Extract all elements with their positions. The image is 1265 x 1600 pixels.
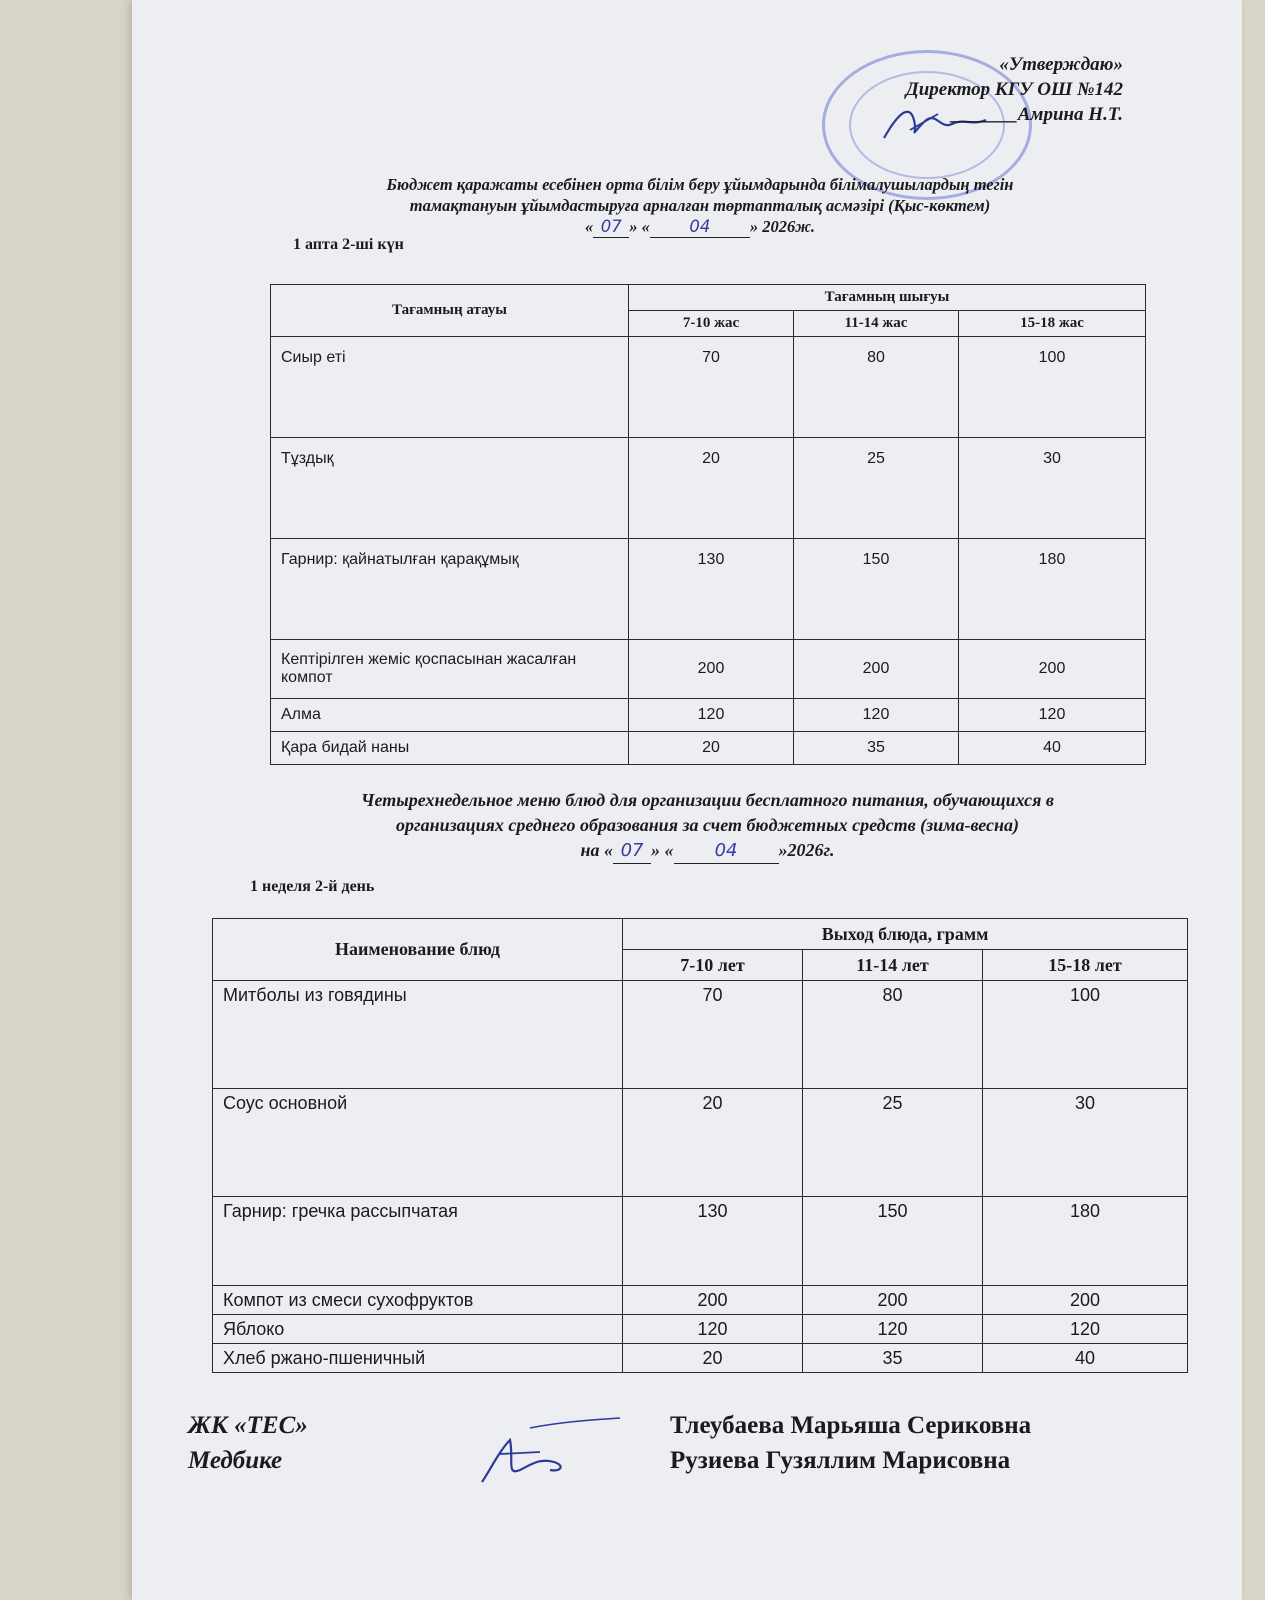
yield-11-14: 80 bbox=[794, 337, 959, 438]
table-row bbox=[213, 981, 1188, 1089]
ru-col-name: Наименование блюд bbox=[213, 919, 623, 981]
dish-name: Гарнир: қайнатылған қарақұмық bbox=[271, 539, 629, 640]
approval-title: «Утверждаю» bbox=[999, 54, 1123, 75]
yield-11-14: 120 bbox=[803, 1315, 983, 1344]
table-row bbox=[271, 699, 1146, 732]
ru-date-close: »2026г. bbox=[778, 840, 835, 860]
yield-7-10: 120 bbox=[629, 699, 794, 732]
footer-company: ЖК «ТЕС» bbox=[188, 1412, 308, 1439]
yield-11-14: 25 bbox=[803, 1089, 983, 1197]
yield-7-10: 200 bbox=[629, 640, 794, 699]
yield-7-10: 20 bbox=[623, 1089, 803, 1197]
nurse-signature-icon bbox=[470, 1410, 650, 1490]
approval-director: _______Амрина Н.Т. bbox=[951, 104, 1123, 125]
table-row bbox=[213, 1197, 1188, 1286]
yield-15-18: 30 bbox=[959, 438, 1146, 539]
kz-date-month: 04 bbox=[650, 216, 750, 238]
ru-menu-table bbox=[212, 918, 1188, 1373]
dish-name: Компот из смеси сухофруктов bbox=[213, 1286, 623, 1315]
kz-menu-table bbox=[270, 284, 1146, 765]
ru-title-line2: организациях среднего образования за счет бюджетных средств (зима-весна) bbox=[395, 815, 1020, 835]
ru-date-mid: » « bbox=[651, 840, 674, 860]
dish-name: Кептірілген жеміс қоспасынан жасалған компот bbox=[271, 640, 629, 699]
kz-age-1: 7-10 жас bbox=[629, 311, 794, 337]
table-row bbox=[271, 438, 1146, 539]
yield-7-10: 20 bbox=[623, 1344, 803, 1373]
kz-date-mid: » « bbox=[629, 217, 650, 236]
approval-block bbox=[906, 52, 1123, 127]
kz-age-2: 11-14 жас bbox=[794, 311, 959, 337]
kz-col-name: Тағамның атауы bbox=[271, 285, 629, 337]
yield-7-10: 200 bbox=[623, 1286, 803, 1315]
yield-15-18: 40 bbox=[959, 732, 1146, 765]
yield-11-14: 200 bbox=[794, 640, 959, 699]
yield-11-14: 150 bbox=[803, 1197, 983, 1286]
dish-name: Хлеб ржано-пшеничный bbox=[213, 1344, 623, 1373]
table-row bbox=[213, 1089, 1188, 1197]
yield-7-10: 70 bbox=[629, 337, 794, 438]
yield-15-18: 200 bbox=[959, 640, 1146, 699]
yield-7-10: 130 bbox=[629, 539, 794, 640]
dish-name: Яблоко bbox=[213, 1315, 623, 1344]
ru-col-yield: Выход блюда, грамм bbox=[623, 919, 1188, 950]
ru-date-month: 04 bbox=[674, 838, 779, 864]
ru-date bbox=[245, 838, 1170, 864]
yield-15-18: 120 bbox=[959, 699, 1146, 732]
table-row bbox=[213, 1286, 1188, 1315]
footer-signatories bbox=[670, 1408, 1031, 1478]
dish-name: Алма bbox=[271, 699, 629, 732]
yield-7-10: 120 bbox=[623, 1315, 803, 1344]
ru-age-1: 7-10 лет bbox=[623, 950, 803, 981]
kz-age-3: 15-18 жас bbox=[959, 311, 1146, 337]
yield-15-18: 120 bbox=[983, 1315, 1188, 1344]
yield-11-14: 35 bbox=[803, 1344, 983, 1373]
kz-date-day: 07 bbox=[593, 216, 629, 238]
yield-15-18: 100 bbox=[983, 981, 1188, 1089]
dish-name: Соус основной bbox=[213, 1089, 623, 1197]
approval-position: Директор КГУ ОШ №142 bbox=[905, 79, 1123, 100]
yield-15-18: 180 bbox=[959, 539, 1146, 640]
ru-date-open: на « bbox=[580, 840, 614, 860]
kz-date-close: » 2026ж. bbox=[749, 217, 816, 236]
yield-7-10: 130 bbox=[623, 1197, 803, 1286]
table-row bbox=[213, 1344, 1188, 1373]
yield-15-18: 30 bbox=[983, 1089, 1188, 1197]
footer-person-2: Рузиева Гузяллим Марисовна bbox=[670, 1447, 1011, 1474]
kz-col-yield: Тағамның шығуы bbox=[629, 285, 1146, 311]
table-row bbox=[271, 640, 1146, 699]
yield-15-18: 40 bbox=[983, 1344, 1188, 1373]
yield-11-14: 120 bbox=[794, 699, 959, 732]
dish-name: Қара бидай наны bbox=[271, 732, 629, 765]
table-row bbox=[271, 732, 1146, 765]
table-row bbox=[271, 337, 1146, 438]
dish-name: Сиыр еті bbox=[271, 337, 629, 438]
yield-7-10: 20 bbox=[629, 732, 794, 765]
table-row bbox=[213, 1315, 1188, 1344]
yield-11-14: 35 bbox=[794, 732, 959, 765]
dish-name: Тұздық bbox=[271, 438, 629, 539]
table-row bbox=[271, 539, 1146, 640]
yield-11-14: 25 bbox=[794, 438, 959, 539]
kz-date-open: « bbox=[584, 217, 594, 236]
yield-11-14: 150 bbox=[794, 539, 959, 640]
yield-11-14: 80 bbox=[803, 981, 983, 1089]
yield-15-18: 180 bbox=[983, 1197, 1188, 1286]
yield-11-14: 200 bbox=[803, 1286, 983, 1315]
yield-7-10: 20 bbox=[629, 438, 794, 539]
dish-name: Гарнир: гречка рассыпчатая bbox=[213, 1197, 623, 1286]
footer-left bbox=[188, 1408, 308, 1478]
ru-day-label: 1 неделя 2-й день bbox=[250, 878, 375, 895]
footer-person-1: Тлеубаева Марьяша Сериковна bbox=[670, 1412, 1032, 1439]
ru-date-day: 07 bbox=[613, 838, 651, 864]
ru-age-3: 15-18 лет bbox=[983, 950, 1188, 981]
dish-name: Митболы из говядины bbox=[213, 981, 623, 1089]
kz-title bbox=[285, 174, 1115, 238]
kz-title-line1: Бюджет қаражаты есебінен орта білім беру ұйымдарында білімалушылардың тегін bbox=[386, 175, 1014, 194]
ru-title bbox=[245, 788, 1170, 864]
yield-15-18: 200 bbox=[983, 1286, 1188, 1315]
ru-age-2: 11-14 лет bbox=[803, 950, 983, 981]
yield-15-18: 100 bbox=[959, 337, 1146, 438]
kz-title-line2: тамақтануын ұйымдастыруға арналған төртапталық асмәзірі (Қыс-көктем) bbox=[409, 196, 991, 215]
footer-role: Медбике bbox=[188, 1447, 283, 1474]
kz-day-label: 1 апта 2-ші күн bbox=[293, 236, 404, 253]
kz-date bbox=[285, 216, 1115, 238]
ru-title-line1: Четырехнедельное меню блюд для организации бесплатного питания, обучающихся в bbox=[361, 790, 1054, 810]
yield-7-10: 70 bbox=[623, 981, 803, 1089]
